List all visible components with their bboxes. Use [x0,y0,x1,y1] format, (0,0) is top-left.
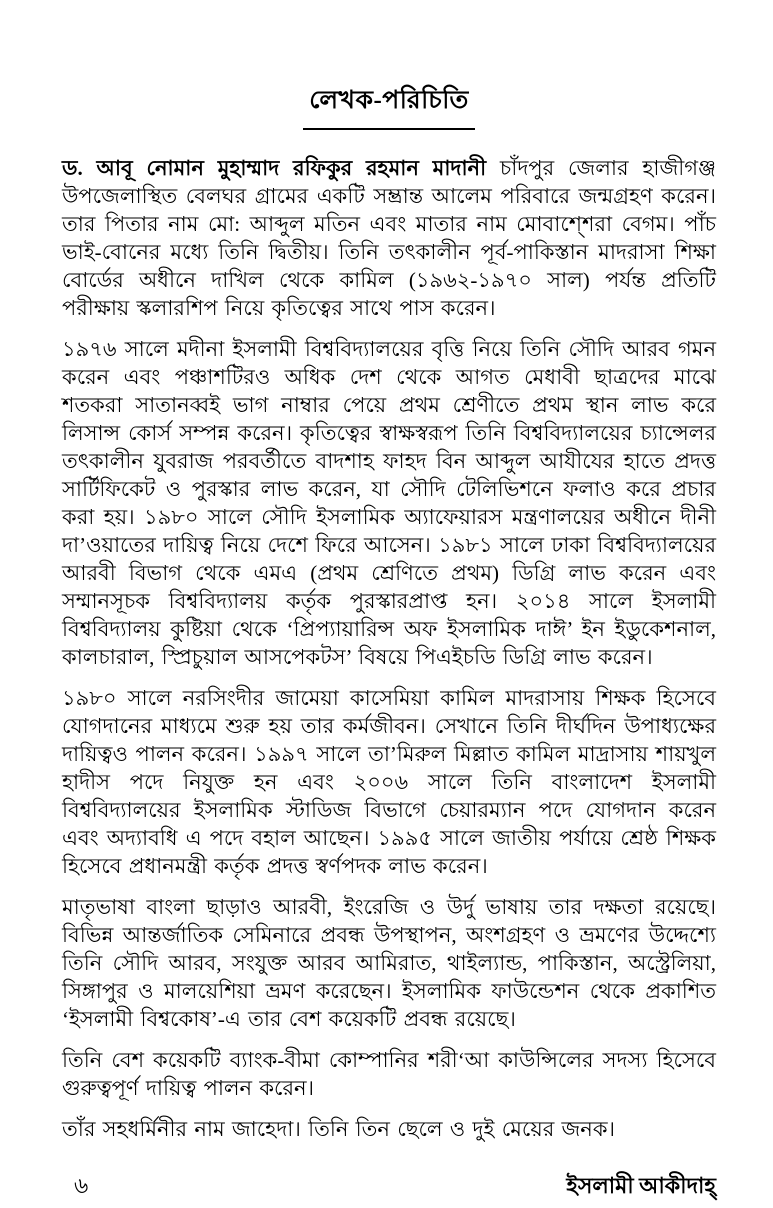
paragraph-languages-travel: মাতৃভাষা বাংলা ছাড়াও আরবী, ইংরেজি ও উর্দু ভাষায় তার দক্ষতা রয়েছে। বিভিন্ন আন্তর্জাতিক সেমিনারে প্রবন্ধ উপস্থাপন, অংশগ্রহণ ও ভ্রমণের উদ্দেশ্যে তিনি সৌদি আরব, সংযুক্ত আরব আমিরাত, থাইল্যান্ড, পাকিস্তান, অস্ট্রেলিয়া, সিঙ্গাপুর ও মালয়েশিয়া ভ্রমণ করেছেন। ইসলামিক ফাউন্ডেশন থেকে প্রকাশিত ‘ইসলামী বিশ্বকোষ’-এ তার বেশ কয়েকটি প্রবন্ধ রয়েছে। [62,895,716,1031]
page-number: ৬ [74,1173,89,1198]
paragraph-higher-education: ১৯৭৬ সালে মদীনা ইসলামী বিশ্ববিদ্যালয়ের বৃত্তি নিয়ে তিনি সৌদি আরব গমন করেন এবং পঞ্চাশটিরও অধিক দেশ থেকে আগত মেধাবী ছাত্রদের মাঝে শতকরা সাতানব্বই ভাগ নাম্বার পেয়ে প্রথম শ্রেণীতে প্রথম স্থান লাভ করে লিসান্স কোর্স সম্পন্ন করেন। কৃতিত্বের স্বাক্ষস্বরূপ তিনি বিশ্ববিদ্যালয়ের চ্যান্সেলর তৎকালীন যুবরাজ পরবর্তীতে বাদশাহ ফাহদ বিন আব্দুল আযীযের হাতে প্রদত্ত সার্টিফিকেট ও পুরস্কার লাভ করেন, যা সৌদি টেলিভিশনে ফলাও করে প্রচার করা হয়। ১৯৮০ সালে সৌদি ইসলামিক অ্যাফেয়ারস মন্ত্রণালয়ের অধীনে দীনী দা’ওয়াতের দায়িত্ব নিয়ে দেশে ফিরে আসেন। ১৯৮১ সালে ঢাকা বিশ্ববিদ্যালয়ের আরবী বিভাগ থেকে এমএ (প্রথম শ্রেণিতে প্রথম) ডিগ্রি লাভ করেন এবং সম্মানসূচক বিশ্ববিদ্যালয় কর্তৃক পুরস্কারপ্রাপ্ত হন। ২০১৪ সালে ইসলামী বিশ্ববিদ্যালয় কুষ্টিয়া থেকে ‘প্রিপ্যায়ারিন্স অফ ইসলামিক দাঈ’ ইন ইডুকেশনাল, কালচারাল, স্প্রিচুয়াল আসপেকটস’ বিষয়ে পিএইচডি ডিগ্রি লাভ করেন। [62,337,716,669]
paragraph-shariah-council: তিনি বেশ কয়েকটি ব্যাংক-বীমা কোম্পানির শরী‘আ কাউন্সিলের সদস্য হিসেবে গুরুত্বপূর্ণ দায়িত্ব পালন করেন। [62,1048,716,1100]
paragraph-author-birth [62,154,716,322]
title-row [62,80,716,130]
author-name-bold: ড. আবূ নোমান মুহাম্মাদ রফিকুর রহমান মাদানী [62,156,487,180]
page-title: লেখক-পরিচিতি [303,80,474,130]
page-footer [62,1169,716,1206]
paragraph-author-birth-text: চাঁদপুর জেলার হাজীগঞ্জ উপজেলাস্থিত বেলঘর গ্রামের একটি সম্ভ্রান্ত আলেম পরিবারে জন্মগ্রহণ করেন। তার পিতার নাম মো: আব্দুল মতিন এবং মাতার নাম মোবাশ্শেরা বেগম। পাঁচ ভাই-বোনের মধ্যে তিনি দ্বিতীয়। তিনি তৎকালীন পূর্ব-পাকিস্তান মাদরাসা শিক্ষা বোর্ডের অধীনে দাখিল থেকে কামিল (১৯৬২-১৯৭০ সাল) পর্যন্ত প্রতিটি পরীক্ষায় স্কলারশিপ নিয়ে কৃতিত্বের সাথে পাস করেন। [62,156,716,320]
book-title: ইসলামী আকীদাহ্ [566,1173,716,1198]
paragraph-family: তাঁর সহধর্মিনীর নাম জাহেদা। তিনি তিন ছেলে ও দুই মেয়ের জনক। [62,1117,616,1141]
paragraph-career: ১৯৮০ সালে নরসিংদীর জামেয়া কাসেমিয়া কামিল মাদরাসায় শিক্ষক হিসেবে যোগদানের মাধ্যমে শুরু হয় তার কর্মজীবন। সেখানে তিনি দীর্ঘদিন উপাধ্যক্ষের দায়িত্বও পালন করেন। ১৯৯৭ সালে তা’মিরুল মিল্লাত কামিল মাদ্রাসায় শায়খুল হাদীস পদে নিযুক্ত হন এবং ২০০৬ সালে তিনি বাংলাদেশ ইসলামী বিশ্ববিদ্যালয়ের ইসলামিক স্টাডিজ বিভাগে চেয়ারম্যান পদে যোগদান করেন এবং অদ্যাবধি এ পদে বহাল আছেন। ১৯৯৫ সালে জাতীয় পর্যায়ে শ্রেষ্ঠ শিক্ষক হিসেবে প্রধানমন্ত্রী কর্তৃক প্রদত্ত স্বর্ণপদক লাভ করেন। [62,686,716,878]
